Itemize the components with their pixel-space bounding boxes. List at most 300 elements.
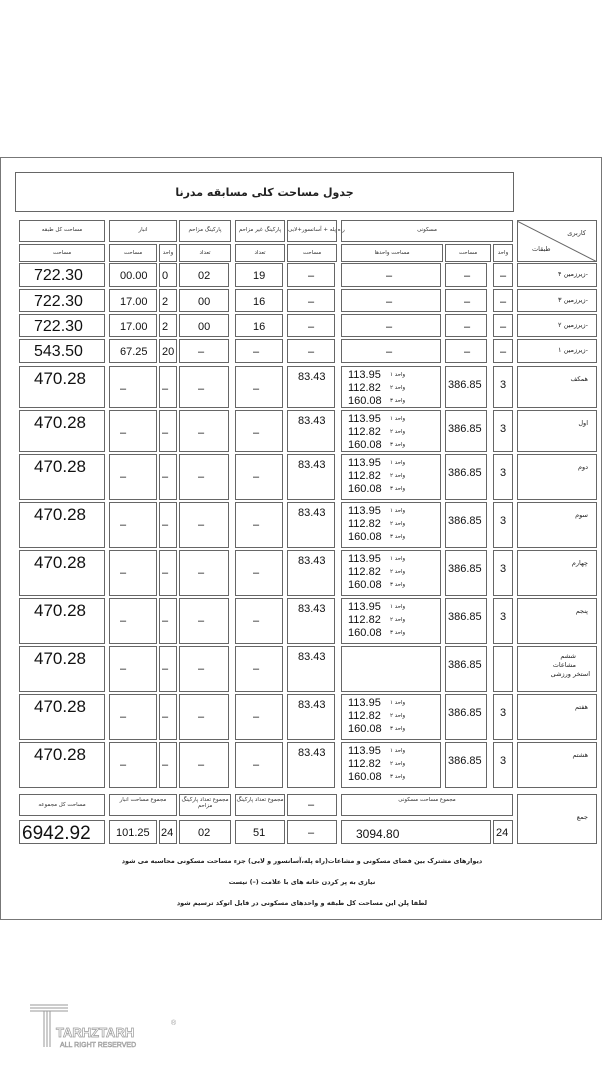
row-11-units bbox=[493, 646, 513, 692]
row-7-unit-areas bbox=[341, 454, 441, 500]
area-table-sheet bbox=[0, 157, 602, 920]
totals-units-value: 24 bbox=[496, 827, 509, 839]
row-6-unit-label-2: واحد ۲ bbox=[390, 429, 406, 435]
row-6-unit-area-2: 112.82 bbox=[348, 426, 381, 438]
row-9-parking-main bbox=[235, 550, 283, 596]
row-12-storage-count bbox=[159, 694, 177, 740]
row-7-stair bbox=[287, 454, 335, 500]
totals-stair-cell bbox=[287, 820, 337, 844]
totals-label-cell bbox=[517, 794, 597, 844]
row-9-unit-area-1: 113.95 bbox=[348, 553, 381, 565]
row-8-total-value: 470.28 bbox=[34, 505, 86, 524]
row-3-stair-value: – bbox=[308, 321, 315, 333]
totals-units-cell bbox=[493, 820, 513, 844]
row-5-unit-area-3: 160.08 bbox=[348, 395, 382, 407]
row-6-unit-area-3: 160.08 bbox=[348, 439, 382, 451]
row-8-unit-label-1: واحد ۱ bbox=[390, 508, 406, 514]
row-1-storage-count bbox=[159, 263, 177, 287]
row-5-unit-area-1: 113.95 bbox=[348, 369, 381, 381]
row-4-unit-areas bbox=[341, 339, 441, 363]
row-8-parking-nuisance bbox=[179, 502, 229, 548]
header-storage-count-label: واحد bbox=[162, 250, 174, 256]
row-9-units-value: 3 bbox=[500, 563, 507, 575]
totals-storage-count-cell bbox=[159, 820, 177, 844]
logo-mark: ® bbox=[171, 1020, 177, 1027]
totals-parking-nuisance-label: مجموع تعداد پارکینگ مزاحم bbox=[181, 797, 229, 809]
totals-res-area-cell bbox=[341, 820, 491, 844]
row-12-parking-nuisance-value: – bbox=[198, 711, 205, 723]
header-storage bbox=[109, 220, 177, 242]
row-2-res-area-value: – bbox=[464, 296, 471, 308]
row-9-units bbox=[493, 550, 513, 596]
row-7-storage-count bbox=[159, 454, 177, 500]
row-13-storage-area-value: – bbox=[120, 759, 127, 771]
totals-stair-top: – bbox=[308, 799, 315, 811]
row-4-storage-area bbox=[109, 339, 157, 363]
row-11-total bbox=[19, 646, 105, 692]
row-4-parking-main-value: – bbox=[253, 346, 260, 358]
row-10-res-area-value: 386.85 bbox=[448, 611, 482, 623]
row-13-unit-area-1: 113.95 bbox=[348, 745, 381, 757]
row-12-stair-value: 83.43 bbox=[298, 699, 326, 711]
row-1-floor-name: زیرزمین ۴- bbox=[558, 270, 588, 278]
row-12-floor bbox=[517, 694, 597, 740]
row-8-storage-count-value: – bbox=[162, 519, 169, 531]
row-8-stair-value: 83.43 bbox=[298, 507, 326, 519]
row-1-parking-main-value: 19 bbox=[253, 270, 266, 282]
row-1-storage-count-value: 0 bbox=[162, 270, 169, 282]
row-3-res-area bbox=[445, 314, 487, 337]
row-5-parking-nuisance-value: – bbox=[198, 383, 205, 395]
row-13-parking-nuisance bbox=[179, 742, 229, 788]
row-10-parking-main-value: – bbox=[253, 615, 260, 627]
row-10-floor-name: پنجم bbox=[575, 607, 588, 615]
row-4-res-area-value: – bbox=[464, 346, 471, 358]
row-11-parking-main bbox=[235, 646, 283, 692]
totals-grand-cell bbox=[19, 820, 105, 844]
row-5-unit-label-1: واحد ۱ bbox=[390, 372, 406, 378]
row-12-res-area-value: 386.85 bbox=[448, 707, 482, 719]
row-1-stair bbox=[287, 263, 335, 287]
row-12-units bbox=[493, 694, 513, 740]
row-9-unit-area-3: 160.08 bbox=[348, 579, 382, 591]
row-6-parking-nuisance bbox=[179, 410, 229, 452]
row-7-total bbox=[19, 454, 105, 500]
row-7-unit-label-2: واحد ۲ bbox=[390, 473, 406, 479]
row-12-floor-name: هفتم bbox=[574, 703, 588, 711]
row-2-storage-count-value: 2 bbox=[162, 296, 169, 308]
row-5-unit-area-2: 112.82 bbox=[348, 382, 381, 394]
row-7-res-area-value: 386.85 bbox=[448, 467, 482, 479]
row-3-storage-count bbox=[159, 314, 177, 337]
row-8-total bbox=[19, 502, 105, 548]
row-6-unit-area-1: 113.95 bbox=[348, 413, 381, 425]
row-6-parking-main bbox=[235, 410, 283, 452]
row-3-total-value: 722.30 bbox=[34, 318, 83, 335]
row-13-unit-label-3: واحد ۳ bbox=[390, 774, 406, 780]
row-6-unit-label-1: واحد ۱ bbox=[390, 416, 406, 422]
row-12-unit-area-2: 112.82 bbox=[348, 710, 381, 722]
row-11-storage-area bbox=[109, 646, 157, 692]
row-5-stair bbox=[287, 366, 335, 408]
row-6-storage-area-value: – bbox=[120, 427, 127, 439]
row-1-stair-value: – bbox=[308, 270, 315, 282]
header-res-area bbox=[445, 244, 491, 262]
row-10-units bbox=[493, 598, 513, 644]
row-8-unit-label-3: واحد ۳ bbox=[390, 534, 406, 540]
row-4-total bbox=[19, 339, 105, 363]
row-10-unit-area-3: 160.08 bbox=[348, 627, 382, 639]
logo-name: TARHZTARH bbox=[56, 1025, 135, 1040]
row-7-res-area bbox=[445, 454, 487, 500]
row-2-unit-areas bbox=[341, 289, 441, 312]
header-unit-areas-label: مساحت واحدها bbox=[374, 250, 410, 256]
row-11-parking-main-value: – bbox=[253, 663, 260, 675]
row-5-unit-label-3: واحد ۳ bbox=[390, 398, 406, 404]
row-7-unit-label-3: واحد ۳ bbox=[390, 486, 406, 492]
row-5-storage-area-value: – bbox=[120, 383, 127, 395]
header-storage-count bbox=[159, 244, 177, 262]
header-total-area-label: مساحت bbox=[52, 250, 72, 256]
row-4-units-value: – bbox=[500, 346, 507, 358]
header-parking-nuisance-count bbox=[179, 244, 231, 262]
row-5-stair-value: 83.43 bbox=[298, 371, 326, 383]
row-6-res-area-value: 386.85 bbox=[448, 423, 482, 435]
row-10-unit-area-2: 112.82 bbox=[348, 614, 381, 626]
row-3-stair bbox=[287, 314, 335, 337]
row-12-stair bbox=[287, 694, 335, 740]
totals-res-label-cell bbox=[341, 794, 513, 816]
row-9-storage-area bbox=[109, 550, 157, 596]
row-7-units bbox=[493, 454, 513, 500]
row-7-unit-area-1: 113.95 bbox=[348, 457, 381, 469]
row-3-storage-count-value: 2 bbox=[162, 321, 169, 333]
tarhztarh-logo bbox=[30, 1003, 180, 1049]
totals-parking-main-label: مجموع تعداد پارکینگ bbox=[236, 797, 284, 803]
row-12-parking-nuisance bbox=[179, 694, 229, 740]
header-res-area-label: مساحت bbox=[458, 250, 478, 256]
totals-storage-count-value: 24 bbox=[161, 827, 174, 839]
row-12-unit-area-3: 160.08 bbox=[348, 723, 382, 735]
row-13-parking-main-value: – bbox=[253, 759, 260, 771]
row-13-floor bbox=[517, 742, 597, 788]
row-5-floor-name: همکف bbox=[570, 375, 588, 383]
row-1-parking-nuisance bbox=[179, 263, 229, 287]
row-6-floor-name: اول bbox=[578, 419, 588, 427]
row-7-floor bbox=[517, 454, 597, 500]
totals-parking-nuisance-label-cell bbox=[179, 794, 231, 816]
row-7-stair-value: 83.43 bbox=[298, 459, 326, 471]
row-11-total-value: 470.28 bbox=[34, 649, 86, 668]
row-13-storage-area bbox=[109, 742, 157, 788]
row-3-floor bbox=[517, 314, 597, 337]
row-11-floor bbox=[517, 646, 597, 692]
row-9-unit-label-2: واحد ۲ bbox=[390, 569, 406, 575]
row-9-unit-label-3: واحد ۳ bbox=[390, 582, 406, 588]
row-3-parking-main bbox=[235, 314, 283, 337]
totals-res-area-value: 3094.80 bbox=[356, 827, 400, 841]
row-4-units bbox=[493, 339, 513, 363]
row-9-storage-count-value: – bbox=[162, 567, 169, 579]
totals-res-label: مجموع مساحت مسکونی bbox=[398, 797, 456, 803]
row-12-storage-count-value: – bbox=[162, 711, 169, 723]
row-8-floor bbox=[517, 502, 597, 548]
row-1-parking-main bbox=[235, 263, 283, 287]
row-8-storage-area bbox=[109, 502, 157, 548]
header-parking-nuisance bbox=[179, 220, 231, 242]
row-2-parking-nuisance-value: 00 bbox=[198, 296, 211, 308]
row-2-stair bbox=[287, 289, 335, 312]
row-4-parking-nuisance-value: – bbox=[198, 346, 205, 358]
row-2-stair-value: – bbox=[308, 296, 315, 308]
row-5-floor bbox=[517, 366, 597, 408]
row-2-floor bbox=[517, 289, 597, 312]
row-6-unit-label-3: واحد ۳ bbox=[390, 442, 406, 448]
row-12-unit-area-1: 113.95 bbox=[348, 697, 381, 709]
row-3-storage-area-value: 17.00 bbox=[120, 321, 148, 333]
row-6-parking-nuisance-value: – bbox=[198, 427, 205, 439]
row-11-floor-sub-1: مشاعات bbox=[552, 661, 576, 669]
row-1-unit-areas bbox=[341, 263, 441, 287]
note-3: لطفا پلن این مساحت کل طبقه و واحدهای مسکونی در فایل اتوکد ترسیم شود bbox=[176, 899, 428, 907]
row-9-res-area bbox=[445, 550, 487, 596]
row-7-parking-main-value: – bbox=[253, 471, 260, 483]
row-9-parking-nuisance bbox=[179, 550, 229, 596]
row-4-total-value: 543.50 bbox=[34, 343, 83, 360]
row-10-total-value: 470.28 bbox=[34, 601, 86, 620]
header-stair-area bbox=[287, 244, 337, 262]
row-10-storage-count-value: – bbox=[162, 615, 169, 627]
row-10-floor bbox=[517, 598, 597, 644]
totals-storage-area-value: 101.25 bbox=[116, 827, 150, 839]
row-1-floor bbox=[517, 263, 597, 287]
row-8-stair bbox=[287, 502, 335, 548]
row-5-total-value: 470.28 bbox=[34, 369, 86, 388]
row-5-units-value: 3 bbox=[500, 379, 507, 391]
header-parking-main-count bbox=[235, 244, 285, 262]
row-13-parking-nuisance-value: – bbox=[198, 759, 205, 771]
row-3-unit-areas-value: – bbox=[386, 321, 393, 333]
row-4-parking-nuisance bbox=[179, 339, 229, 363]
row-8-parking-main-value: – bbox=[253, 519, 260, 531]
row-1-total-value: 722.30 bbox=[34, 267, 83, 284]
row-8-parking-main bbox=[235, 502, 283, 548]
row-10-storage-count bbox=[159, 598, 177, 644]
totals-storage-label-cell bbox=[109, 794, 177, 816]
row-3-floor-name: زیرزمین ۲- bbox=[558, 321, 588, 329]
row-9-unit-area-2: 112.82 bbox=[348, 566, 381, 578]
row-3-parking-nuisance-value: 00 bbox=[198, 321, 211, 333]
row-2-total-value: 722.30 bbox=[34, 293, 83, 310]
row-8-unit-area-3: 160.08 bbox=[348, 531, 382, 543]
row-11-res-area bbox=[445, 646, 487, 692]
row-11-res-area-value: 386.85 bbox=[448, 659, 482, 671]
row-13-unit-label-1: واحد ۱ bbox=[390, 748, 406, 754]
row-12-parking-main bbox=[235, 694, 283, 740]
header-usage-floors bbox=[517, 220, 597, 262]
row-1-res-area bbox=[445, 263, 487, 287]
header-usage-label: کاربری bbox=[567, 229, 586, 237]
row-10-parking-main bbox=[235, 598, 283, 644]
row-11-floor-sub-2: استخر ورزشی bbox=[550, 670, 590, 678]
row-8-res-area-value: 386.85 bbox=[448, 515, 482, 527]
totals-parking-main-label-cell bbox=[235, 794, 285, 816]
row-10-storage-area-value: – bbox=[120, 615, 127, 627]
row-13-res-area-value: 386.85 bbox=[448, 755, 482, 767]
row-5-units bbox=[493, 366, 513, 408]
row-9-parking-nuisance-value: – bbox=[198, 567, 205, 579]
row-6-units bbox=[493, 410, 513, 452]
row-11-storage-count bbox=[159, 646, 177, 692]
logo-sub: ALL RIGHT RESERVED bbox=[60, 1042, 137, 1049]
row-5-parking-main-value: – bbox=[253, 383, 260, 395]
row-8-units bbox=[493, 502, 513, 548]
row-2-parking-nuisance bbox=[179, 289, 229, 312]
header-residential-label: مسکونی bbox=[417, 227, 437, 233]
header-unit-areas bbox=[341, 244, 443, 262]
row-7-unit-label-1: واحد ۱ bbox=[390, 460, 406, 466]
row-5-parking-nuisance bbox=[179, 366, 229, 408]
row-10-unit-label-2: واحد ۲ bbox=[390, 617, 406, 623]
row-5-storage-count bbox=[159, 366, 177, 408]
row-7-storage-count-value: – bbox=[162, 471, 169, 483]
row-10-unit-areas bbox=[341, 598, 441, 644]
row-9-parking-main-value: – bbox=[253, 567, 260, 579]
row-8-floor-name: سوم bbox=[575, 511, 588, 519]
row-4-floor-name: زیرزمین ۱- bbox=[558, 346, 588, 354]
row-13-unit-area-2: 112.82 bbox=[348, 758, 381, 770]
header-stair-label: راه پله + آسانسور+لابی bbox=[288, 227, 345, 233]
note-2: نیازی به پر کردن خانه های با علامت (–) نیست bbox=[228, 878, 376, 886]
row-13-storage-count-value: – bbox=[162, 759, 169, 771]
row-12-total-value: 470.28 bbox=[34, 697, 86, 716]
row-10-parking-nuisance-value: – bbox=[198, 615, 205, 627]
row-5-parking-main bbox=[235, 366, 283, 408]
header-total-label: مساحت کل طبقه bbox=[41, 227, 83, 233]
row-10-units-value: 3 bbox=[500, 611, 507, 623]
row-12-unit-areas bbox=[341, 694, 441, 740]
header-total bbox=[19, 220, 105, 242]
row-6-floor bbox=[517, 410, 597, 452]
row-5-res-area bbox=[445, 366, 487, 408]
header-storage-area-label: مساحت bbox=[123, 250, 143, 256]
header-total-area bbox=[19, 244, 105, 262]
row-10-unit-area-1: 113.95 bbox=[348, 601, 381, 613]
totals-storage-label: مجموع مساحت انبار bbox=[119, 797, 167, 803]
row-7-units-value: 3 bbox=[500, 467, 507, 479]
row-6-unit-areas bbox=[341, 410, 441, 452]
row-11-storage-area-value: – bbox=[120, 663, 127, 675]
row-10-stair bbox=[287, 598, 335, 644]
row-1-res-area-value: – bbox=[464, 270, 471, 282]
header-parking-main bbox=[235, 220, 285, 242]
row-9-storage-area-value: – bbox=[120, 567, 127, 579]
row-6-parking-main-value: – bbox=[253, 427, 260, 439]
totals-storage-area-cell bbox=[109, 820, 157, 844]
row-2-parking-main bbox=[235, 289, 283, 312]
row-2-floor-name: زیرزمین ۳- bbox=[558, 296, 588, 304]
row-11-unit-areas bbox=[341, 646, 441, 692]
row-4-storage-area-value: 67.25 bbox=[120, 346, 148, 358]
row-13-stair bbox=[287, 742, 335, 788]
row-11-storage-count-value: – bbox=[162, 663, 169, 675]
row-5-total bbox=[19, 366, 105, 408]
row-12-storage-area bbox=[109, 694, 157, 740]
row-10-storage-area bbox=[109, 598, 157, 644]
totals-parking-main-value: 51 bbox=[253, 827, 266, 839]
totals-parking-main-cell bbox=[235, 820, 285, 844]
row-2-parking-main-value: 16 bbox=[253, 296, 266, 308]
row-7-parking-nuisance bbox=[179, 454, 229, 500]
row-9-storage-count bbox=[159, 550, 177, 596]
row-8-unit-area-1: 113.95 bbox=[348, 505, 381, 517]
row-9-res-area-value: 386.85 bbox=[448, 563, 482, 575]
header-units bbox=[493, 244, 513, 262]
row-5-unit-label-2: واحد ۲ bbox=[390, 385, 406, 391]
row-9-unit-label-1: واحد ۱ bbox=[390, 556, 406, 562]
row-1-storage-area bbox=[109, 263, 157, 287]
totals-label: جمع bbox=[576, 813, 588, 821]
header-residential bbox=[341, 220, 513, 242]
row-9-total-value: 470.28 bbox=[34, 553, 86, 572]
row-4-res-area bbox=[445, 339, 487, 363]
row-7-parking-nuisance-value: – bbox=[198, 471, 205, 483]
row-3-parking-main-value: 16 bbox=[253, 321, 266, 333]
row-6-storage-count-value: – bbox=[162, 427, 169, 439]
totals-grand-label-cell bbox=[19, 794, 105, 816]
row-5-unit-areas bbox=[341, 366, 441, 408]
row-3-unit-areas bbox=[341, 314, 441, 337]
row-10-unit-label-3: واحد ۳ bbox=[390, 630, 406, 636]
header-parking-nuisance-label: پارکینگ مزاحم bbox=[188, 227, 222, 233]
row-4-storage-count bbox=[159, 339, 177, 363]
row-13-floor-name: هشتم bbox=[572, 751, 588, 759]
row-12-units-value: 3 bbox=[500, 707, 507, 719]
row-13-res-area bbox=[445, 742, 487, 788]
row-2-unit-areas-value: – bbox=[386, 296, 393, 308]
row-5-storage-area bbox=[109, 366, 157, 408]
row-11-parking-nuisance bbox=[179, 646, 229, 692]
row-6-storage-area bbox=[109, 410, 157, 452]
row-3-res-area-value: – bbox=[464, 321, 471, 333]
header-storage-area bbox=[109, 244, 157, 262]
row-13-total bbox=[19, 742, 105, 788]
row-2-units-value: – bbox=[500, 296, 507, 308]
row-13-storage-count bbox=[159, 742, 177, 788]
row-5-res-area-value: 386.85 bbox=[448, 379, 482, 391]
totals-grand-value: 6942.92 bbox=[22, 823, 91, 844]
row-2-res-area bbox=[445, 289, 487, 312]
row-3-parking-nuisance bbox=[179, 314, 229, 337]
row-13-stair-value: 83.43 bbox=[298, 747, 326, 759]
row-3-storage-area bbox=[109, 314, 157, 337]
row-9-total bbox=[19, 550, 105, 596]
row-2-storage-count bbox=[159, 289, 177, 312]
row-8-unit-areas bbox=[341, 502, 441, 548]
row-12-parking-main-value: – bbox=[253, 711, 260, 723]
header-parking-main-count-label: تعداد bbox=[254, 250, 266, 256]
row-4-parking-main bbox=[235, 339, 283, 363]
row-4-stair bbox=[287, 339, 335, 363]
row-13-total-value: 470.28 bbox=[34, 745, 86, 764]
header-units-label: واحد bbox=[497, 250, 509, 256]
row-1-units-value: – bbox=[500, 270, 507, 282]
row-10-parking-nuisance bbox=[179, 598, 229, 644]
row-13-units-value: 3 bbox=[500, 755, 507, 767]
row-7-storage-area-value: – bbox=[120, 471, 127, 483]
totals-parking-nuisance-cell bbox=[179, 820, 231, 844]
header-parking-nuisance-count-label: تعداد bbox=[199, 250, 211, 256]
